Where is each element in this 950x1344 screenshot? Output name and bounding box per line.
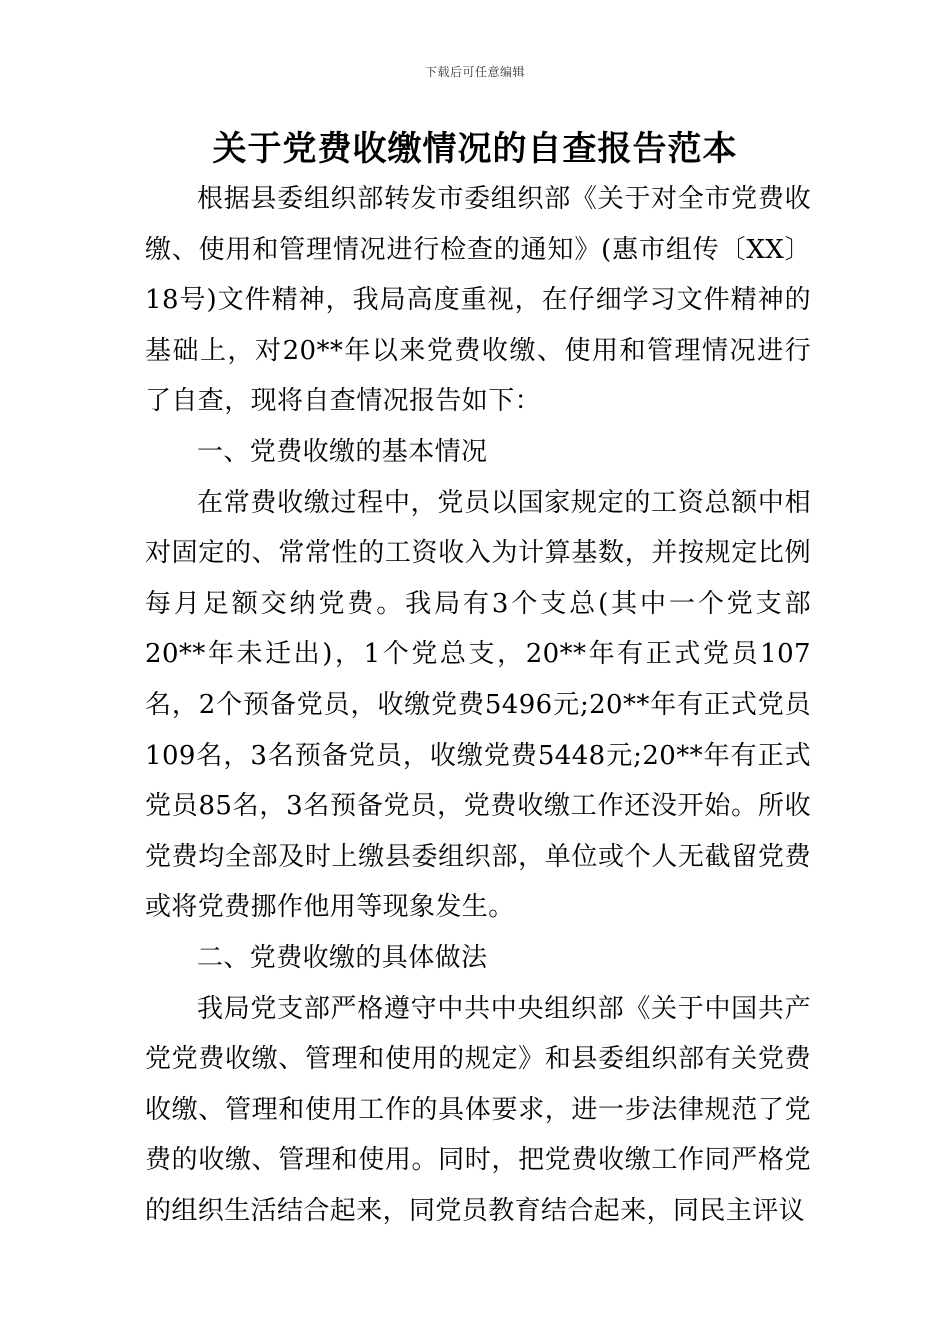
header-note: 下载后可任意编辑 xyxy=(424,65,525,79)
intro-paragraph: 根据县委组织部转发市委组织部《关于对全市党费收缴、使用和管理情况进行检查的通知》(惠市组传〔XX〕18号)文件精神，我局高度重视，在仔细学习文件精神的基础上，对20**年以来党费收缴、使用和管理情况进行了自查，现将自查情况报告如下： xyxy=(145,184,811,417)
section-1-paragraph: 在常费收缴过程中，党员以国家规定的工资总额中相对固定的、常常性的工资收入为计算基数，并按规定比例每月足额交纳党费。我局有3个支总(其中一个党支部20**年未迁出)，1个党总支，20**年有正式党员107名，2个预备党员，收缴党费5496元;20**年有正式党员109名，3名预备党员，收缴党费5448元;20**年有正式党员85名，3名预备党员，党费收缴工作还没开始。所收党费均全部及时上缴县委组织部，单位或个人无截留党费或将党费挪作他用等现象发生。 xyxy=(145,487,811,923)
section-heading-2: 二、党费收缴的具体做法 xyxy=(197,942,488,973)
section-2-paragraph: 我局党支部严格遵守中共中央组织部《关于中国共产党党费收缴、管理和使用的规定》和县委组织部有关党费收缴、管理和使用工作的具体要求，进一步法律规范了党费的收缴、管理和使用。同时，把党费收缴工作同严格党的组织生活结合起来，同党员教育结合起来，同民主评议 xyxy=(145,993,811,1226)
document-body xyxy=(145,174,811,1236)
document-title: 关于党费收缴情况的自查报告范本 xyxy=(212,129,738,169)
section-heading-1: 一、党费收缴的基本情况 xyxy=(197,436,488,467)
